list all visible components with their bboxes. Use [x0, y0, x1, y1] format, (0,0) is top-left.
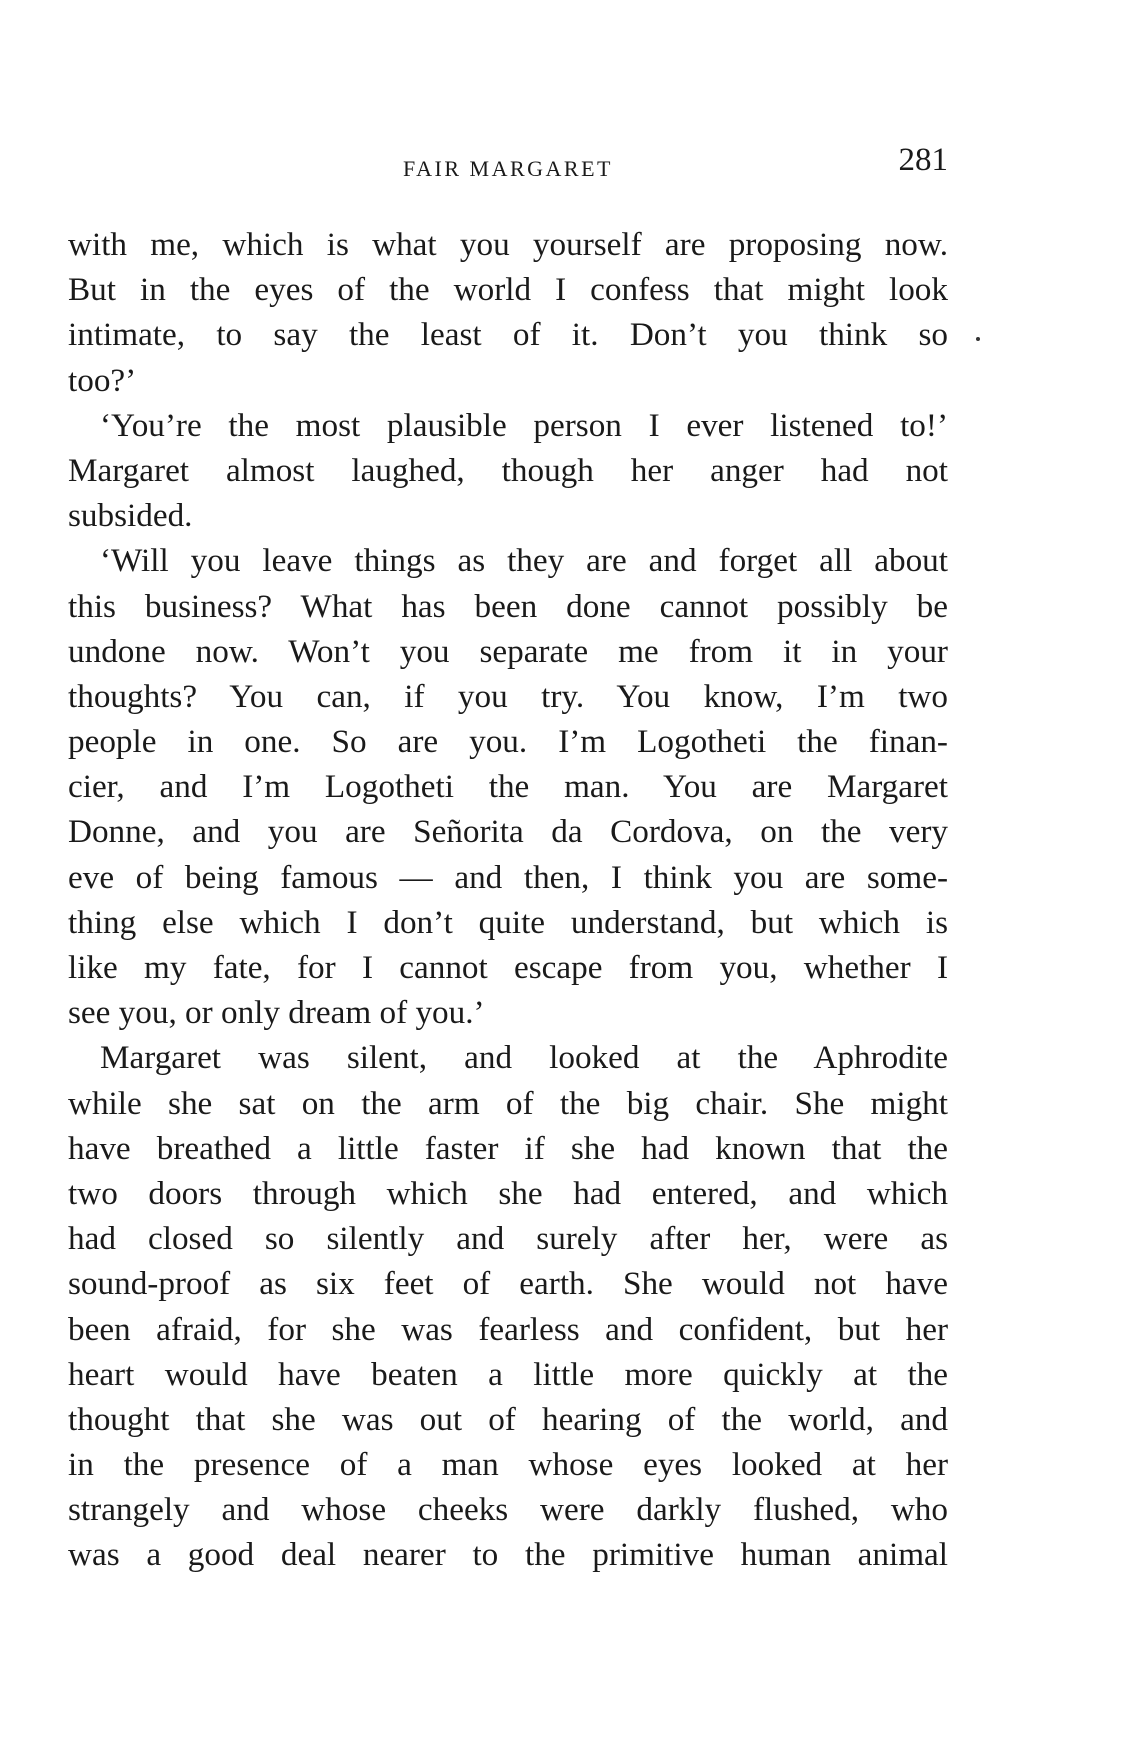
- text-line: ‘You’re the most plausible person I ever listened to!’: [100, 406, 948, 444]
- body-text: [68, 222, 948, 1578]
- margin-mark: [976, 337, 980, 341]
- text-line: But in the eyes of the world I confess that might look: [68, 271, 948, 309]
- page-number: 281: [898, 142, 948, 178]
- text-line: heart would have beaten a little more quickly at the: [68, 1355, 948, 1393]
- text-line: Margaret almost laughed, though her anger had not: [68, 451, 948, 489]
- text-line: been afraid, for she was fearless and confident, but her: [68, 1310, 948, 1348]
- text-line: thoughts? You can, if you try. You know, I’m two: [68, 677, 948, 715]
- text-line: undone now. Won’t you separate me from it in your: [68, 632, 948, 670]
- text-line: see you, or only dream of you.’: [68, 994, 485, 1032]
- text-line: thing else which I don’t quite understand, but which is: [68, 903, 948, 941]
- running-head: [68, 142, 948, 182]
- text-line: too?’: [68, 361, 137, 399]
- text-line: had closed so silently and surely after her, were as: [68, 1220, 948, 1258]
- text-line: Donne, and you are Señorita da Cordova, on the very: [68, 813, 948, 851]
- text-line: sound-proof as six feet of earth. She would not have: [68, 1265, 948, 1303]
- text-line: was a good deal nearer to the primitive human animal: [68, 1536, 948, 1574]
- text-line: cier, and I’m Logotheti the man. You are Margaret: [68, 768, 948, 806]
- text-line: intimate, to say the least of it. Don’t you think so: [68, 316, 948, 354]
- text-line: strangely and whose cheeks were darkly flushed, who: [68, 1491, 948, 1529]
- text-line: have breathed a little faster if she had known that the: [68, 1129, 948, 1167]
- text-line: subsided.: [68, 497, 193, 535]
- text-line: in the presence of a man whose eyes looked at her: [68, 1446, 948, 1484]
- text-line: thought that she was out of hearing of the world, and: [68, 1400, 948, 1438]
- text-line: this business? What has been done cannot possibly be: [68, 587, 948, 625]
- text-line: with me, which is what you yourself are proposing now.: [68, 226, 948, 263]
- text-line: ‘Will you leave things as they are and forget all about: [100, 542, 948, 580]
- running-title: FAIR MARGARET: [403, 156, 613, 181]
- text-line: while she sat on the arm of the big chair. She might: [68, 1084, 948, 1122]
- text-line: like my fate, for I cannot escape from you, whether I: [68, 949, 948, 986]
- text-line: people in one. So are you. I’m Logotheti the finan-: [68, 723, 948, 761]
- text-line: two doors through which she had entered, and which: [68, 1174, 948, 1212]
- text-line: Margaret was silent, and looked at the Aphrodite: [100, 1039, 948, 1077]
- text-line: eve of being famous — and then, I think you are some-: [68, 858, 948, 896]
